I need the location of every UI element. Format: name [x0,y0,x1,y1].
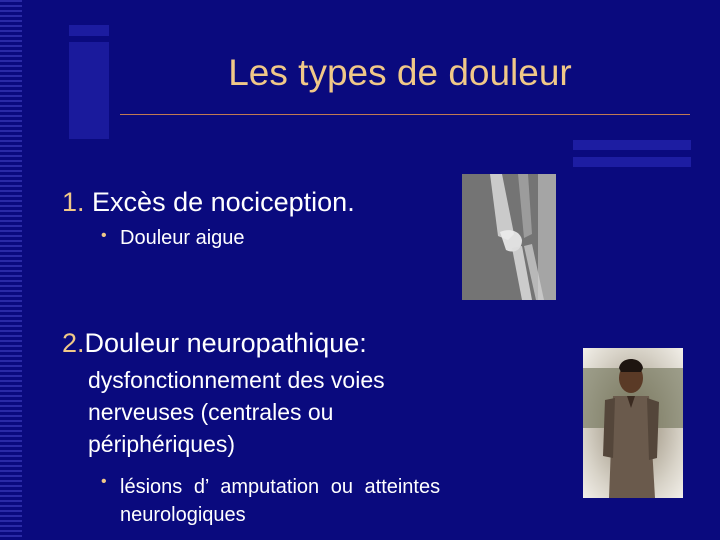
list-item-2 [62,328,367,359]
right-accent-bar-bottom [573,157,691,167]
title-accent-bar-large [69,42,109,139]
sub-bullet-1: Douleur aigue [120,227,245,249]
list-item-2-heading: Douleur neuropathique: [84,328,367,358]
title-accent-bar-small [69,25,109,36]
title-divider [120,114,690,115]
left-stripes-decoration [0,0,22,540]
list-item-2-number: 2. [62,328,85,358]
list-item-1-heading: Excès de nociception. [92,187,355,217]
list-item-1 [62,187,355,218]
right-accent-bar-top [573,140,691,150]
bullet-icon: • [101,227,107,244]
xray-image [462,174,556,300]
list-item-2-description: dysfonctionnement des voies nerveuses (centrales ou périphériques) [88,367,385,457]
list-item-1-number: 1. [62,187,85,217]
patient-illustration [583,348,683,498]
bullet-icon: • [101,473,107,490]
slide-title: Les types de douleur [228,52,572,93]
sub-bullet-2: lésions d’ amputation ou atteintes neurologiques [120,476,441,526]
xray-illustration [462,174,556,300]
patient-photo [583,348,683,498]
